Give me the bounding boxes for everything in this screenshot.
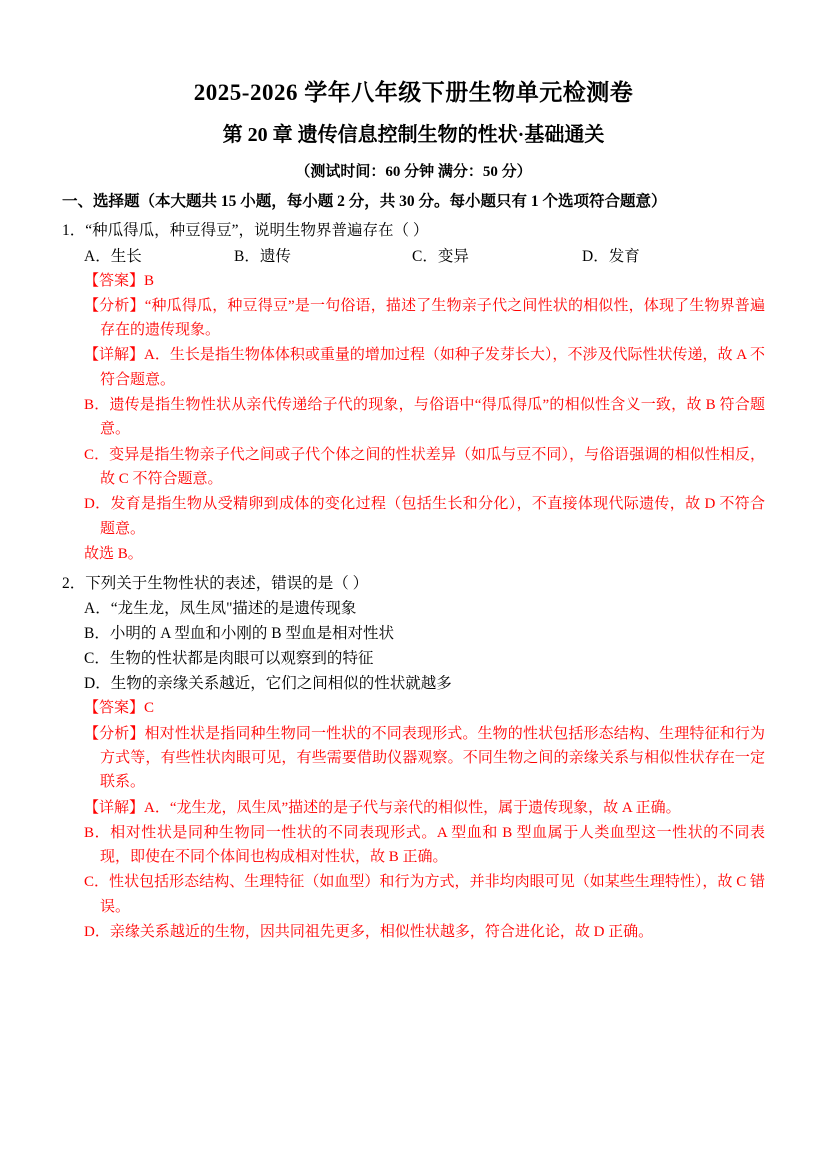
analysis-text: “种瓜得瓜，种豆得豆”是一句俗语，描述了生物亲子代之间性状的相似性，体现了生物界普遍存在的遗传现象。 bbox=[100, 297, 765, 339]
question-options bbox=[62, 245, 765, 269]
answer-value: C bbox=[144, 700, 155, 717]
answer-label: 【答案】 bbox=[84, 272, 145, 289]
analysis-block bbox=[62, 294, 765, 343]
exam-info: （测试时间：60 分钟 满分：50 分） bbox=[295, 163, 532, 180]
detail-block-d: D．亲缘关系越近的生物，因共同祖先更多，相似性状越多，符合进化论，故 D 正确。 bbox=[84, 924, 654, 941]
analysis-label: 【分析】 bbox=[84, 297, 145, 314]
chapter-title: 第 20 章 遗传信息控制生物的性状·基础通关 bbox=[222, 123, 605, 146]
option-c[interactable]: C．生物的性状都是肉眼可以观察到的特征 bbox=[84, 650, 374, 668]
detail-block-a bbox=[62, 796, 765, 820]
option-d[interactable]: D．发育 bbox=[582, 247, 640, 265]
detail-label: 【详解】 bbox=[84, 347, 145, 364]
question-1 bbox=[62, 219, 765, 566]
answer-line bbox=[62, 697, 765, 720]
question-stem: 2．下列关于生物性状的表述，错误的是（ ） bbox=[62, 575, 369, 593]
conclusion-line: 故选 B。 bbox=[84, 545, 143, 562]
analysis-text: 相对性状是指同种生物同一性状的不同表现形式。生物的性状包括形态结构、生理特征和行为方式等，有些性状肉眼可见，有些需要借助仪器观察。不同生物之间的亲缘关系与相似性状存在一定联系。 bbox=[100, 725, 765, 791]
detail-block-b: B．遗传是指生物性状从亲代传递给子代的现象，与俗语中“得瓜得瓜”的相似性含义一致，故 B 符合题意。 bbox=[84, 397, 765, 438]
page-title: 2025-2026 学年八年级下册生物单元检测卷 bbox=[193, 80, 634, 105]
detail-block-a bbox=[62, 343, 765, 392]
section-heading: 一、选择题（本大题共 15 小题，每小题 2 分，共 30 分。每小题只有 1 个选项符合题意） bbox=[62, 192, 667, 210]
option-b[interactable]: B．小明的 A 型血和小刚的 B 型血是相对性状 bbox=[84, 625, 395, 643]
detail-text: A．生长是指生物体体积或重量的增加过程（如种子发芽长大），不涉及代际性状传递，故 A 不符合题意。 bbox=[100, 347, 765, 388]
answer-label: 【答案】 bbox=[84, 700, 145, 717]
detail-block-c: C．性状包括形态结构、生理特征（如血型）和行为方式，并非均肉眼可见（如某些生理特性），故 C 错误。 bbox=[84, 874, 765, 915]
detail-block-d: D．发育是指生物从受精卵到成体的变化过程（包括生长和分化），不直接体现代际遗传，故 D 不符合题意。 bbox=[84, 496, 765, 537]
detail-label: 【详解】 bbox=[84, 799, 145, 816]
detail-block-c: C．变异是指生物亲子代之间或子代个体之间的性状差异（如瓜与豆不同），与俗语强调的相似性相反，故 C 不符合题意。 bbox=[84, 446, 765, 487]
analysis-block bbox=[62, 722, 765, 795]
option-b[interactable]: B．遗传 bbox=[234, 247, 291, 265]
answer-value: B bbox=[144, 272, 155, 289]
option-d[interactable]: D．生物的亲缘关系越近，它们之间相似的性状就越多 bbox=[84, 675, 452, 693]
detail-text: A．“龙生龙，凤生凤”描述的是子代与亲代的相似性，属于遗传现象，故 A 正确。 bbox=[144, 799, 681, 816]
option-a[interactable]: A．生长 bbox=[84, 247, 142, 265]
question-2 bbox=[62, 572, 765, 944]
answer-line bbox=[62, 270, 765, 293]
option-c[interactable]: C．变异 bbox=[412, 247, 469, 265]
analysis-label: 【分析】 bbox=[84, 725, 145, 742]
question-stem: 1．“种瓜得瓜，种豆得豆”，说明生物界普遍存在（ ） bbox=[62, 222, 429, 240]
detail-block-b: B．相对性状是同种生物同一性状的不同表现形式。A 型血和 B 型血属于人类血型这一性状的不同表现，即使在不同个体间也构成相对性状，故 B 正确。 bbox=[84, 824, 765, 866]
option-a[interactable]: A．“龙生龙，凤生凤"描述的是遗传现象 bbox=[84, 600, 357, 618]
